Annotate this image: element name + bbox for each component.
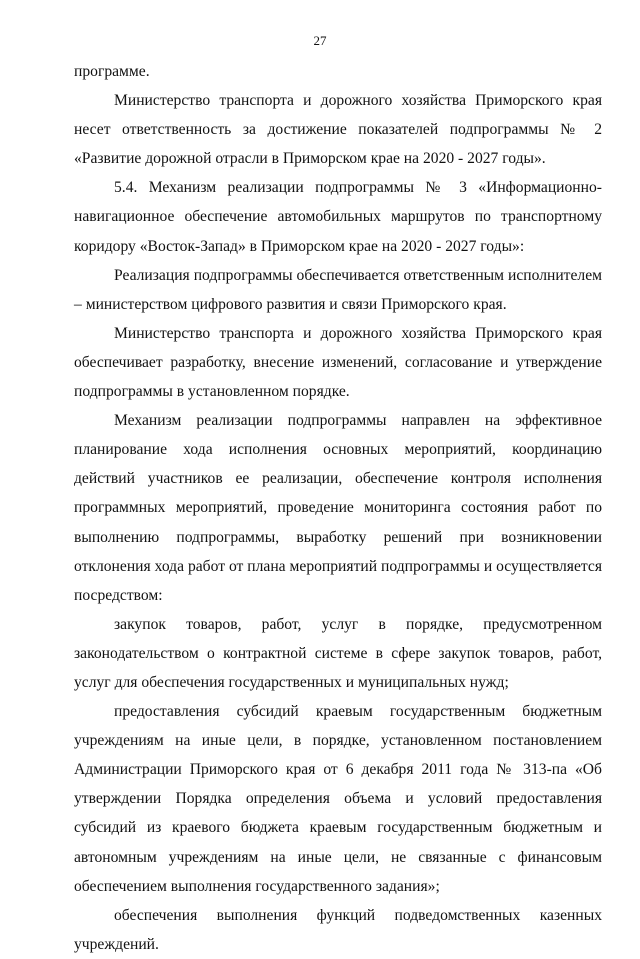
page-number: 27 xyxy=(313,33,327,48)
list-item-procurement: закупок товаров, работ, услуг в порядке, предусмотренном законодательством о контрактной системе в сфере закупок товаров, работ, услуг для обеспечения государственных и муниципальных нужд; xyxy=(74,615,602,691)
document-body xyxy=(74,57,602,959)
list-item-subsidies: предоставления субсидий краевым государственным бюджетным учреждениям на иные цели, в порядке, установленном постановлением Администрации Приморского края от 6 декабря 2011 года № 313-па «Об утверждении Порядка определения объема и условий предоставления субсидий из краевого бюджета краевым государственным бюджетным и автономным учреждениям на иные цели, не связанные с финансовым обеспечением выполнения государственного задания»; xyxy=(74,703,602,895)
paragraph-implementation: Реализация подпрограммы обеспечивается ответственным исполнителем – министерством цифрового развития и связи Приморского края. xyxy=(74,266,602,313)
paragraph-responsibility-subprogram-2: Министерство транспорта и дорожного хозяйства Приморского края несет ответственность за достижение показателей подпрограммы № 2 «Развитие дорожной отрасли в Приморском крае на 2020 - 2027 годы». xyxy=(74,92,602,168)
paragraph-continuation: программе. xyxy=(74,63,150,80)
section-heading-5-4: 5.4. Механизм реализации подпрограммы № 3 «Информационно-навигационное обеспечение автомобильных маршрутов по транспортному коридору «Восток-Запад» в Приморском крае на 2020 - 2027 годы»: xyxy=(74,179,602,255)
paragraph-mechanism: Механизм реализации подпрограммы направлен на эффективное планирование хода исполнения основных мероприятий, координацию действий участников ее реализации, обеспечение контроля исполнения программных мероприятий, проведение мониторинга состояния работ по выполнению подпрограммы, выработку решений при возникновении отклонения хода работ от плана мероприятий подпрограммы и осуществляется посредством: xyxy=(74,412,602,604)
list-item-institutions: обеспечения выполнения функций подведомственных казенных учреждений. xyxy=(74,906,602,953)
paragraph-development-approval: Министерство транспорта и дорожного хозяйства Приморского края обеспечивает разработку, внесение изменений, согласование и утверждение подпрограммы в установленном порядке. xyxy=(74,324,602,401)
